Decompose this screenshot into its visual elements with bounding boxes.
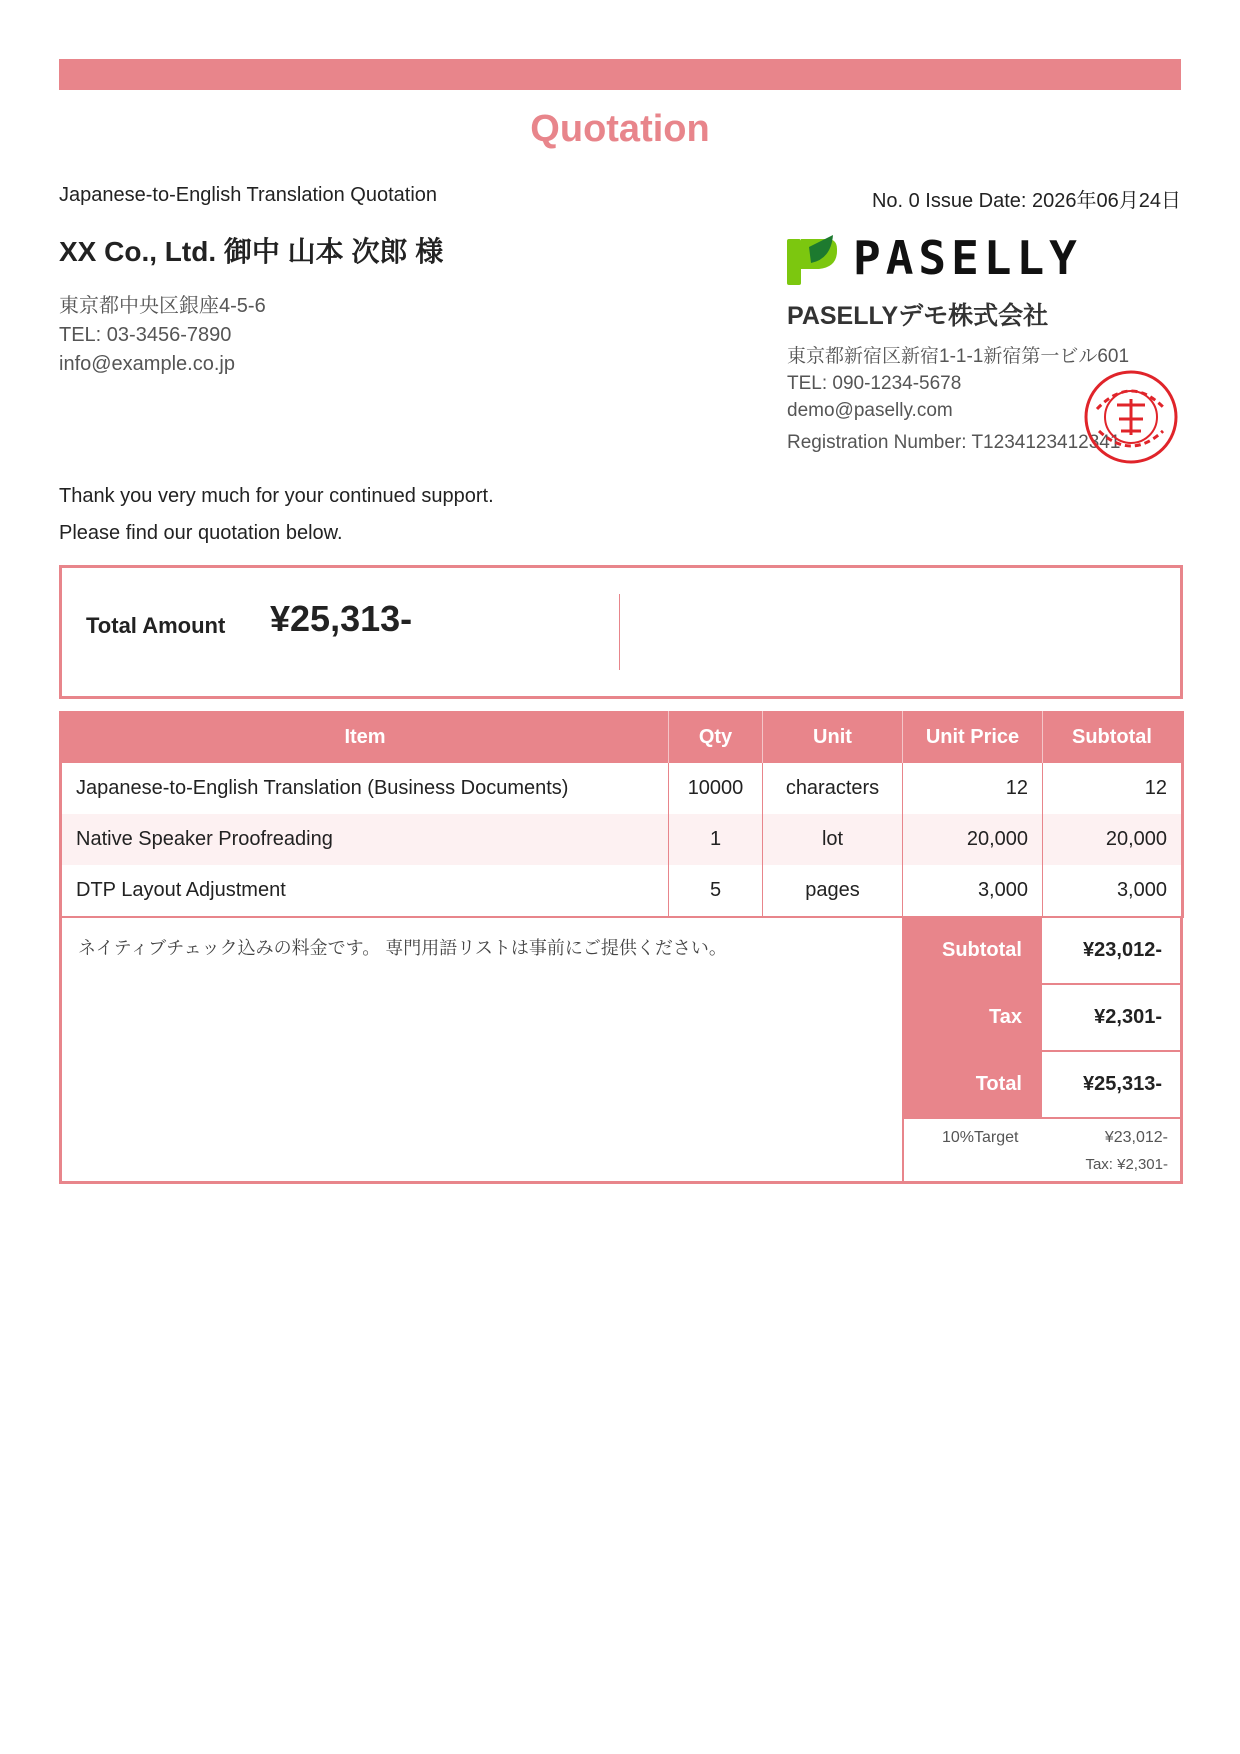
document-title: Quotation bbox=[530, 108, 710, 150]
company-name: PASELLYデモ株式会社 bbox=[787, 302, 1049, 330]
row-unit-price: 3,000 bbox=[903, 865, 1043, 917]
summary-total-value: ¥25,313- bbox=[1083, 1073, 1162, 1095]
row-unit: characters bbox=[763, 763, 903, 814]
row-unit: lot bbox=[763, 814, 903, 865]
remarks-text: ネイティブチェック込みの料金です。 専門用語リストは事前にご提供ください。 bbox=[78, 938, 727, 958]
greeting-line-2: Please find our quotation below. bbox=[59, 522, 343, 544]
client-email: info@example.co.jp bbox=[59, 353, 235, 375]
summary-tax-row bbox=[904, 985, 1182, 1052]
totals-summary bbox=[902, 918, 1182, 1181]
row-unit-price: 12 bbox=[903, 763, 1043, 814]
client-address: 東京都中央区銀座4-5-6 bbox=[59, 295, 266, 317]
company-email: demo@paselly.com bbox=[787, 400, 953, 421]
summary-section bbox=[59, 918, 1183, 1184]
company-contact bbox=[787, 343, 1129, 456]
client-tel: TEL: 03-3456-7890 bbox=[59, 324, 232, 346]
row-item: Native Speaker Proofreading bbox=[61, 814, 669, 865]
tax-target-label: 10%Target bbox=[942, 1129, 1019, 1146]
paselly-leaf-icon bbox=[787, 231, 837, 285]
summary-total-row bbox=[904, 1052, 1182, 1119]
row-subtotal: 12 bbox=[1043, 763, 1183, 814]
tax-target-base: ¥23,012- bbox=[1104, 1129, 1168, 1146]
header-item: Item bbox=[61, 711, 669, 763]
summary-total-label: Total bbox=[904, 1052, 1042, 1117]
client-contact bbox=[59, 292, 266, 379]
total-amount-value: ¥25,313- bbox=[270, 598, 413, 639]
line-items-table bbox=[59, 711, 1184, 918]
table-row bbox=[61, 865, 1183, 917]
tax-target-amount: Tax: ¥2,301- bbox=[1085, 1156, 1168, 1173]
company-seal-stamp bbox=[1083, 369, 1179, 465]
row-qty: 5 bbox=[669, 865, 763, 917]
header-qty: Qty bbox=[669, 711, 763, 763]
row-subtotal: 20,000 bbox=[1043, 814, 1183, 865]
table-header-row bbox=[61, 711, 1183, 763]
total-amount-label: Total Amount bbox=[86, 613, 226, 638]
company-address: 東京都新宿区新宿1-1-1新宿第一ビル601 bbox=[787, 346, 1130, 367]
summary-subtotal-value: ¥23,012- bbox=[1083, 939, 1162, 961]
tax-breakdown bbox=[904, 1119, 1182, 1185]
row-qty: 10000 bbox=[669, 763, 763, 814]
company-tel: TEL: 090-1234-5678 bbox=[787, 373, 962, 394]
summary-subtotal-label: Subtotal bbox=[904, 918, 1042, 983]
row-item: Japanese-to-English Translation (Business Documents) bbox=[61, 763, 669, 814]
registration-number: Registration Number: T1234123412341 bbox=[787, 432, 1121, 453]
row-subtotal: 3,000 bbox=[1043, 865, 1183, 917]
logo-wordmark: PASELLY bbox=[853, 231, 1082, 285]
row-unit: pages bbox=[763, 865, 903, 917]
summary-tax-label: Tax bbox=[904, 985, 1042, 1050]
greeting-line-1: Thank you very much for your continued support. bbox=[59, 485, 494, 507]
row-item: DTP Layout Adjustment bbox=[61, 865, 669, 917]
table-row bbox=[61, 814, 1183, 865]
row-unit-price: 20,000 bbox=[903, 814, 1043, 865]
greeting-message bbox=[59, 478, 494, 552]
row-qty: 1 bbox=[669, 814, 763, 865]
summary-subtotal-row bbox=[904, 918, 1182, 985]
header-unit: Unit bbox=[763, 711, 903, 763]
summary-tax-value: ¥2,301- bbox=[1094, 1006, 1162, 1028]
top-accent-bar bbox=[59, 59, 1181, 90]
client-name: XX Co., Ltd. 御中 山本 次郎 様 bbox=[59, 236, 444, 267]
total-box-divider bbox=[619, 594, 620, 670]
header-unit-price: Unit Price bbox=[903, 711, 1043, 763]
doc-number-date: No. 0 Issue Date: 2026年06月24日 bbox=[871, 190, 1181, 212]
table-row bbox=[61, 763, 1183, 814]
quotation-subject: Japanese-to-English Translation Quotation bbox=[59, 184, 438, 206]
header-subtotal: Subtotal bbox=[1043, 711, 1183, 763]
total-amount-box bbox=[59, 565, 1183, 699]
company-logo bbox=[787, 231, 1082, 285]
